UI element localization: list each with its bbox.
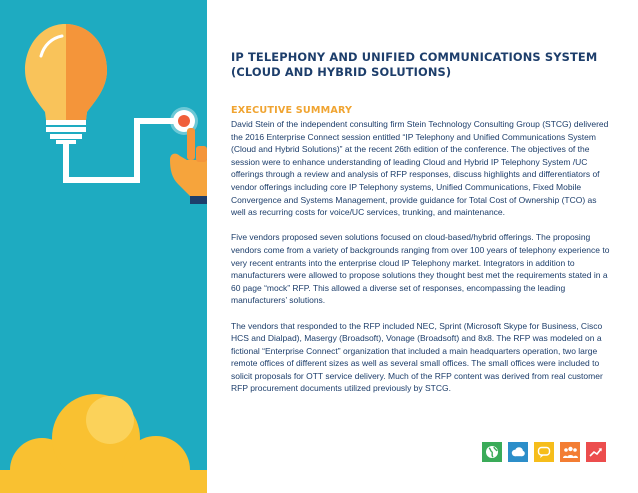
speech-bubble-icon xyxy=(534,442,554,462)
cloud-shape xyxy=(0,394,207,493)
lightbulb-circuit-illustration xyxy=(0,0,207,493)
document-title: IP TELEPHONY AND UNIFIED COMMUNICATIONS SYSTEM (CLOUD AND HYBRID SOLUTIONS) xyxy=(231,50,598,79)
globe-icon xyxy=(482,442,502,462)
people-group-icon xyxy=(560,442,580,462)
trend-chart-icon xyxy=(586,442,606,462)
paragraph: David Stein of the independent consulting firm Stein Technology Consulting Group (STCG) delivered the 2016 Enterprise Connect session entitled “IP Telephony and Unified Communications System (Cloud and Hybrid Solutions)” at the recent 26th edition of the conference. The objectives of the session were to enhance understanding of leading Cloud and Hybrid IP Telephony System /UC offerings through a review and analysis of RFP responses, discuss highlights and differentiators of vendor offerings including core IP Telephony systems, Unified Communications, Fixed Mobile Convergence and Systems Management, provide guidance for Total Cost of Ownership (TCO) as well as recurring costs for voice/UC services, trunking, and maintenance. xyxy=(231,119,609,218)
lightbulb-icon xyxy=(25,24,107,144)
icon-row xyxy=(482,442,606,462)
section-heading: EXECUTIVE SUMMARY xyxy=(231,105,353,116)
document-content xyxy=(231,50,613,395)
sidebar-illustration xyxy=(0,0,207,493)
pointing-hand-icon xyxy=(170,128,207,204)
paragraph: The vendors that responded to the RFP included NEC, Sprint (Microsoft Skype for Business, Cisco HCS and Dialpad), Masergy (Broadsoft), Vonage (Broadsoft) and 8x8. The RFP was modeled on a fictional “Enterprise Connect” organization that included a main headquarters operation, two large remote offices of different sizes as well as several small offices. The small offices were included to solicit proposals for OTT service delivery. Much of the RFP content was derived from real customer RFP procurement documents utilized previously by STCG. xyxy=(231,320,603,394)
paragraph: Five vendors proposed seven solutions focused on cloud-based/hybrid offerings. The proposing vendors come from a variety of backgrounds ranging from over 100 years of telephony experience to very recent entrants into the enterprise cloud IP Telephony market. Integrators in addition to manufacturers were allowed to propose solutions they thought best met the requirements stated in a 60 page “mock” RFP. This allowed a diverse set of responses, encompassing the leading manufacturers’ solutions. xyxy=(231,232,610,306)
cloud-icon xyxy=(508,442,528,462)
